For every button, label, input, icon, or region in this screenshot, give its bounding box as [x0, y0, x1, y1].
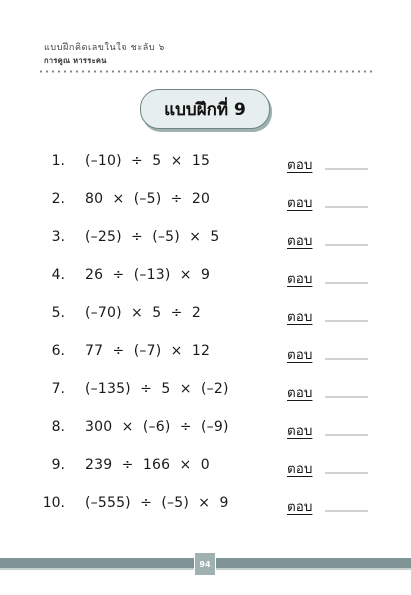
answer-label: ตอบ	[287, 309, 313, 325]
problem-expression: 77 ÷ (–7) × 12	[85, 343, 211, 359]
answer-label: ตอบ	[287, 385, 313, 401]
problem-row	[0, 191, 411, 211]
page-number: 94	[194, 552, 216, 576]
answer-label: ตอบ	[287, 157, 313, 173]
problem-expression: 26 ÷ (–13) × 9	[85, 267, 211, 283]
problem-number: 9.	[51, 457, 65, 473]
problem-number: 5.	[51, 305, 65, 321]
problem-expression: (–135) ÷ 5 × (–2)	[85, 381, 229, 397]
answer-label: ตอบ	[287, 423, 313, 439]
problem-number: 10.	[42, 495, 65, 511]
answer-label: ตอบ	[287, 271, 313, 287]
problem-row	[0, 305, 411, 325]
problem-number: 7.	[51, 381, 65, 397]
problem-expression: (–555) ÷ (–5) × 9	[85, 495, 229, 511]
problem-row	[0, 343, 411, 363]
problem-expression: 239 ÷ 166 × 0	[85, 457, 210, 473]
problem-row	[0, 229, 411, 249]
answer-blank[interactable]	[325, 282, 368, 284]
problem-row	[0, 153, 411, 173]
problem-row	[0, 267, 411, 287]
header-subtitle: การคูณ หารระคน	[44, 56, 107, 65]
problem-expression: 300 × (–6) ÷ (–9)	[85, 419, 229, 435]
answer-blank[interactable]	[325, 510, 368, 512]
answer-label: ตอบ	[287, 233, 313, 249]
answer-blank[interactable]	[325, 472, 368, 474]
answer-blank[interactable]	[325, 206, 368, 208]
answer-blank[interactable]	[325, 244, 368, 246]
problem-number: 1.	[51, 153, 65, 169]
answer-blank[interactable]	[325, 434, 368, 436]
problem-number: 8.	[51, 419, 65, 435]
problem-row	[0, 381, 411, 401]
problem-number: 4.	[51, 267, 65, 283]
problem-expression: 80 × (–5) ÷ 20	[85, 191, 211, 207]
answer-label: ตอบ	[287, 347, 313, 363]
problem-expression: (–25) ÷ (–5) × 5	[85, 229, 220, 245]
problem-row	[0, 495, 411, 515]
answer-label: ตอบ	[287, 195, 313, 211]
problem-expression: (–10) ÷ 5 × 15	[85, 153, 211, 169]
answer-blank[interactable]	[325, 358, 368, 360]
problem-number: 2.	[51, 191, 65, 207]
exercise-title: แบบฝึกที่ 9	[140, 89, 270, 129]
answer-blank[interactable]	[325, 320, 368, 322]
problem-row	[0, 419, 411, 439]
problem-row	[0, 457, 411, 477]
answer-blank[interactable]	[325, 168, 368, 170]
answer-label: ตอบ	[287, 461, 313, 477]
problem-number: 3.	[51, 229, 65, 245]
problem-expression: (–70) × 5 ÷ 2	[85, 305, 202, 321]
header-title: แบบฝึกคิดเลขในใจ ชะลับ ๖	[44, 43, 165, 53]
answer-label: ตอบ	[287, 499, 313, 515]
dotted-divider	[38, 70, 372, 73]
answer-blank[interactable]	[325, 396, 368, 398]
problem-number: 6.	[51, 343, 65, 359]
